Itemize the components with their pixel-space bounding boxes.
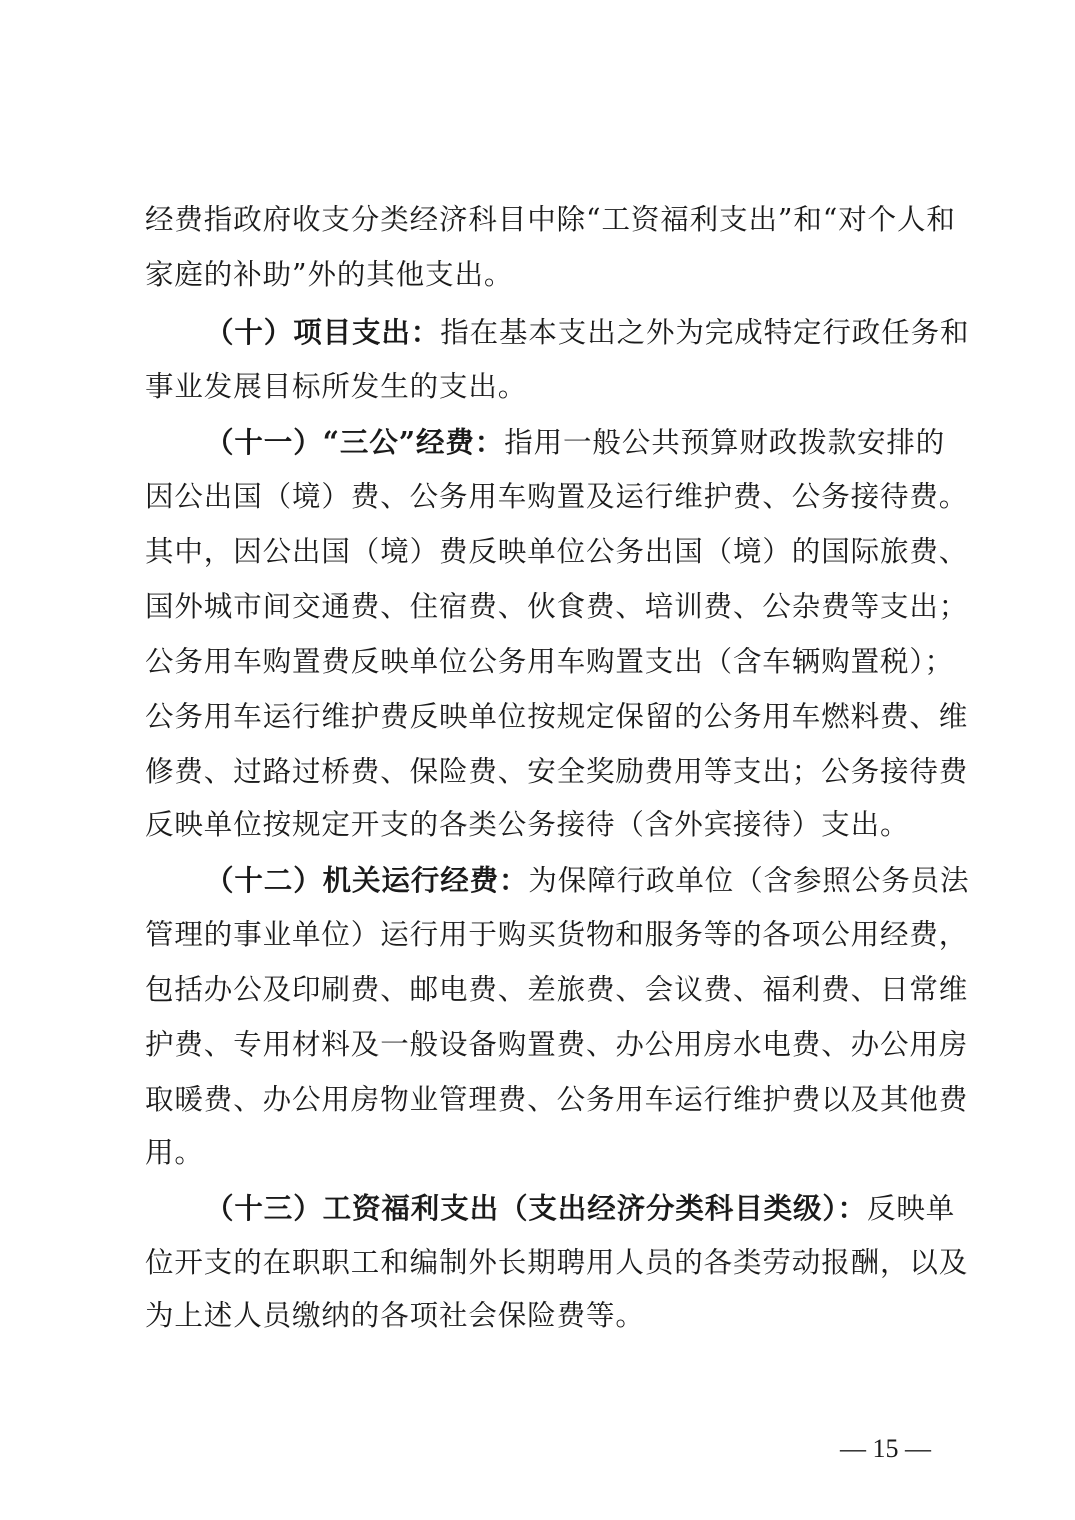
page-number: — 15 — xyxy=(840,1434,931,1463)
paragraph-line xyxy=(145,1296,945,1336)
paragraph-line xyxy=(205,1188,956,1229)
paragraph-line xyxy=(205,860,970,901)
text-span: 公务用车运行维护费反映单位按规定保留的公务用车燃料费、维 xyxy=(145,700,969,733)
section-heading: （十三）工资福利支出（支出经济分类科目类级）： xyxy=(205,1191,867,1225)
text-span: 事业发展目标所发生的支出。 xyxy=(145,370,528,403)
text-span: 反映单 xyxy=(866,1192,956,1225)
paragraph-line xyxy=(145,1243,969,1283)
paragraph-line xyxy=(145,915,969,955)
text-span: 取暖费、办公用房物业管理费、公务用车运行维护费以及其他费 xyxy=(145,1083,969,1116)
paragraph-line xyxy=(145,1080,969,1120)
text-span: 管理的事业单位）运行用于购买货物和服务等的各项公用经费， xyxy=(145,918,969,951)
section-heading: （十二）机关运行经费： xyxy=(205,863,529,897)
section-heading: （十一）“三公”经费： xyxy=(205,425,505,459)
text-span: 护费、专用材料及一般设备购置费、办公用房水电费、办公用房 xyxy=(145,1028,969,1061)
paragraph-line xyxy=(145,1133,945,1173)
text-span: 指在基本支出之外为完成特定行政任务和 xyxy=(440,316,970,349)
text-span: 包括办公及印刷费、邮电费、差旅费、会议费、福利费、日常维 xyxy=(145,973,969,1006)
text-span: 其中，因公出国（境）费反映单位公务出国（境）的国际旅费、 xyxy=(145,535,969,568)
text-span: 公务用车购置费反映单位公务用车购置支出（含车辆购置税）； xyxy=(145,645,954,678)
text-span: 因公出国（境）费、公务用车购置及运行维护费、公务接待费。 xyxy=(145,480,969,513)
paragraph-line xyxy=(145,477,969,517)
paragraph-line xyxy=(145,255,945,295)
text-span: 位开支的在职职工和编制外长期聘用人员的各类劳动报酬，以及 xyxy=(145,1246,969,1279)
text-span: 家庭的补助”外的其他支出。 xyxy=(145,258,514,291)
text-span: 反映单位按规定开支的各类公务接待（含外宾接待）支出。 xyxy=(145,808,910,841)
text-span: 指用一般公共预算财政拨款安排的 xyxy=(504,426,946,459)
text-span: 为保障行政单位（含参照公务员法 xyxy=(528,864,970,897)
paragraph-line xyxy=(145,367,945,407)
text-span: 经费指政府收支分类经济科目中除“工资福利支出”和“对个人和 xyxy=(145,203,956,236)
section-heading: （十）项目支出： xyxy=(205,315,441,349)
paragraph-line xyxy=(145,752,969,792)
text-span: 为上述人员缴纳的各项社会保险费等。 xyxy=(145,1299,645,1332)
paragraph-line xyxy=(145,805,945,845)
paragraph-line xyxy=(145,642,954,682)
paragraph-line xyxy=(145,697,969,737)
paragraph-line xyxy=(205,422,945,463)
paragraph-line xyxy=(145,1025,969,1065)
text-span: 用。 xyxy=(145,1136,204,1169)
paragraph-line xyxy=(205,312,970,353)
text-span: 国外城市间交通费、住宿费、伙食费、培训费、公杂费等支出； xyxy=(145,590,969,623)
paragraph-line xyxy=(145,587,969,627)
paragraph-line xyxy=(145,200,956,240)
paragraph-line xyxy=(145,532,969,572)
text-span: 修费、过路过桥费、保险费、安全奖励费用等支出；公务接待费 xyxy=(145,755,969,788)
paragraph-line xyxy=(145,970,969,1010)
